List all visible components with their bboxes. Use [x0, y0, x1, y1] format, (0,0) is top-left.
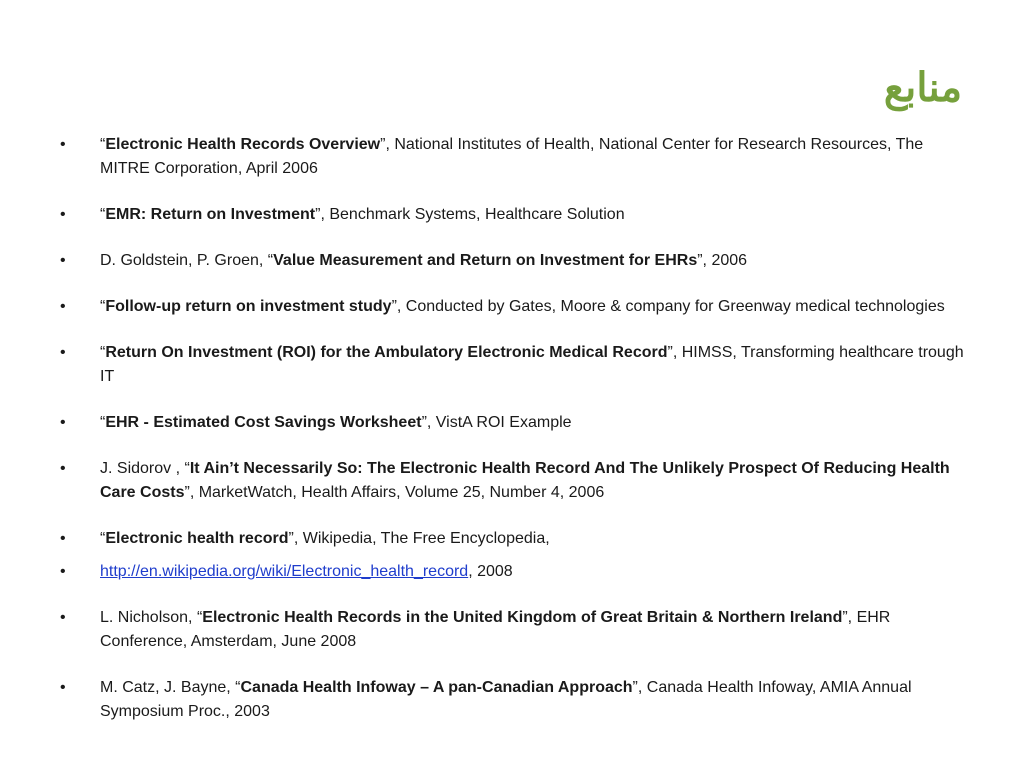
- reference-suffix: ”, HIMSS, Transforming healthcare trough IT: [100, 344, 964, 385]
- reference-title: Electronic health record: [105, 530, 289, 547]
- bullet-icon: •: [60, 298, 66, 315]
- reference-suffix: ”, MarketWatch, Health Affairs, Volume 25, Number 4, 2006: [184, 484, 605, 501]
- reference-suffix: ”, 2006: [697, 252, 748, 269]
- reference-title: Electronic Health Records in the United Kingdom of Great Britain & Northern Ireland: [202, 609, 843, 626]
- reference-item: [56, 295, 971, 319]
- bullet-icon: •: [60, 414, 66, 431]
- reference-item: [56, 411, 971, 435]
- reference-prefix: “: [100, 344, 106, 361]
- reference-title: Canada Health Infoway – A pan-Canadian Approach: [240, 679, 633, 696]
- reference-title: Electronic Health Records Overview: [105, 136, 381, 153]
- reference-prefix: “: [100, 206, 106, 223]
- reference-item: [56, 457, 971, 505]
- reference-list: [56, 133, 971, 746]
- bullet-icon: •: [60, 530, 66, 547]
- bullet-icon: •: [60, 609, 66, 626]
- reference-title: Value Measurement and Return on Investment for EHRs: [273, 252, 698, 269]
- reference-suffix: ”, Wikipedia, The Free Encyclopedia,: [288, 530, 550, 547]
- reference-title: EMR: Return on Investment: [105, 206, 316, 223]
- reference-item: [56, 676, 971, 724]
- reference-title: Follow-up return on investment study: [105, 298, 392, 315]
- reference-item: [56, 560, 971, 584]
- reference-suffix: ”, EHR Conference, Amsterdam, June 2008: [100, 609, 891, 650]
- reference-prefix: D. Goldstein, P. Groen, “: [100, 252, 274, 269]
- reference-prefix: “: [100, 298, 106, 315]
- wikipedia-link[interactable]: http://en.wikipedia.org/wiki/Electronic_health_record: [100, 563, 469, 580]
- bullet-icon: •: [60, 252, 66, 269]
- reference-suffix: ”, VistA ROI Example: [421, 414, 572, 431]
- reference-suffix: ”, Canada Health Infoway, AMIA Annual Symposium Proc., 2003: [100, 679, 912, 720]
- bullet-icon: •: [60, 679, 66, 696]
- reference-item: [56, 203, 971, 227]
- reference-prefix: M. Catz, J. Bayne, “: [100, 679, 241, 696]
- reference-title: Return On Investment (ROI) for the Ambulatory Electronic Medical Record: [105, 344, 668, 361]
- bullet-icon: •: [60, 460, 66, 477]
- reference-title: It Ain’t Necessarily So: The Electronic Health Record And The Unlikely Prospect Of Reducing Health Care Costs: [100, 460, 950, 501]
- reference-item: [56, 341, 971, 389]
- bullet-icon: •: [60, 206, 66, 223]
- reference-suffix: ”, National Institutes of Health, National Center for Research Resources, The MITRE Corporation, April 2006: [100, 136, 924, 177]
- slide-title: منابع: [883, 64, 962, 111]
- reference-suffix: ”, Conducted by Gates, Moore & company for Greenway medical technologies: [391, 298, 945, 315]
- reference-suffix: , 2008: [468, 563, 513, 580]
- reference-title: EHR - Estimated Cost Savings Worksheet: [105, 414, 422, 431]
- bullet-icon: •: [60, 344, 66, 361]
- reference-item: [56, 249, 971, 273]
- reference-prefix: J. Sidorov , “: [100, 460, 190, 477]
- reference-suffix: ”, Benchmark Systems, Healthcare Solution: [315, 206, 625, 223]
- reference-prefix: “: [100, 136, 106, 153]
- reference-prefix: L. Nicholson, “: [100, 609, 203, 626]
- bullet-icon: •: [60, 563, 66, 580]
- reference-item: [56, 606, 971, 654]
- reference-item: [56, 527, 971, 551]
- reference-prefix: “: [100, 530, 106, 547]
- bullet-icon: •: [60, 136, 66, 153]
- reference-prefix: “: [100, 414, 106, 431]
- reference-item: [56, 133, 971, 181]
